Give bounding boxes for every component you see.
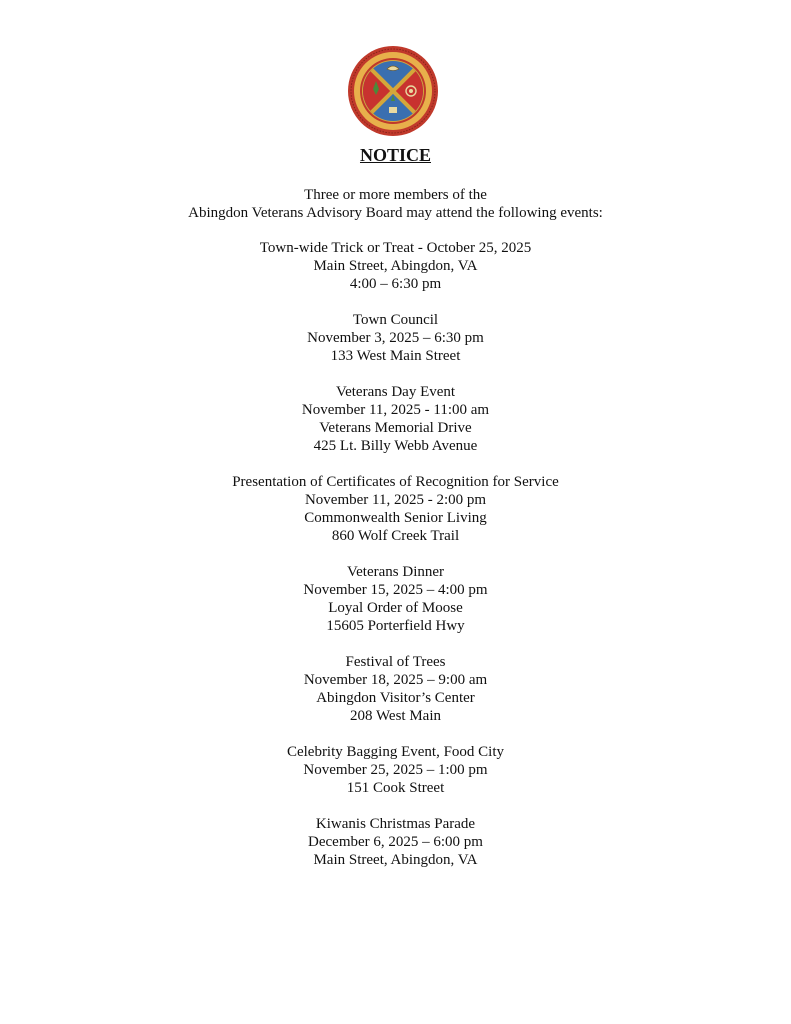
event-venue: Commonwealth Senior Living bbox=[304, 510, 487, 526]
event-address: 133 West Main Street bbox=[330, 348, 461, 364]
event-datetime: December 6, 2025 – 6:00 pm bbox=[308, 834, 483, 850]
events-list bbox=[0, 239, 791, 887]
event-venue: Abingdon Visitor’s Center bbox=[316, 690, 475, 706]
event-venue: Loyal Order of Moose bbox=[328, 600, 463, 616]
event-title: Veterans Dinner bbox=[346, 564, 445, 580]
event-title: Presentation of Certificates of Recognition for Service bbox=[232, 474, 559, 490]
event-datetime: November 11, 2025 - 2:00 pm bbox=[304, 492, 487, 508]
event-venue: Veterans Memorial Drive bbox=[319, 420, 472, 436]
event-block bbox=[0, 383, 791, 455]
event-title: Festival of Trees bbox=[345, 654, 446, 670]
event-address: 425 Lt. Billy Webb Avenue bbox=[313, 438, 478, 454]
event-location: Main Street, Abingdon, VA bbox=[313, 258, 478, 274]
event-location: Main Street, Abingdon, VA bbox=[313, 852, 478, 868]
event-address: 860 Wolf Creek Trail bbox=[331, 528, 460, 544]
event-address: 208 West Main bbox=[349, 708, 441, 724]
event-block bbox=[0, 311, 791, 365]
event-address: 151 Cook Street bbox=[346, 780, 445, 796]
event-block bbox=[0, 653, 791, 725]
event-title: Kiwanis Christmas Parade bbox=[315, 816, 476, 832]
event-datetime: November 25, 2025 – 1:00 pm bbox=[303, 762, 488, 778]
event-block bbox=[0, 239, 791, 293]
town-seal-icon bbox=[347, 45, 439, 137]
event-address: 15605 Porterfield Hwy bbox=[326, 618, 465, 634]
event-datetime: November 11, 2025 - 11:00 am bbox=[301, 402, 490, 418]
event-block bbox=[0, 563, 791, 635]
event-title: Celebrity Bagging Event, Food City bbox=[286, 744, 505, 760]
event-time: 4:00 – 6:30 pm bbox=[349, 276, 442, 292]
intro-line: Three or more members of the bbox=[304, 187, 487, 203]
notice-title: NOTICE bbox=[359, 145, 431, 165]
event-block bbox=[0, 743, 791, 797]
event-title: Town-wide Trick or Treat - October 25, 2025 bbox=[259, 240, 532, 256]
event-title: Town Council bbox=[352, 312, 439, 328]
event-datetime: November 18, 2025 – 9:00 am bbox=[303, 672, 488, 688]
event-datetime: November 3, 2025 – 6:30 pm bbox=[307, 330, 484, 346]
event-title: Veterans Day Event bbox=[335, 384, 456, 400]
intro-paragraph bbox=[0, 186, 791, 222]
event-datetime: November 15, 2025 – 4:00 pm bbox=[303, 582, 488, 598]
intro-line: Abingdon Veterans Advisory Board may attend the following events: bbox=[188, 205, 603, 221]
event-block bbox=[0, 815, 791, 869]
event-block bbox=[0, 473, 791, 545]
